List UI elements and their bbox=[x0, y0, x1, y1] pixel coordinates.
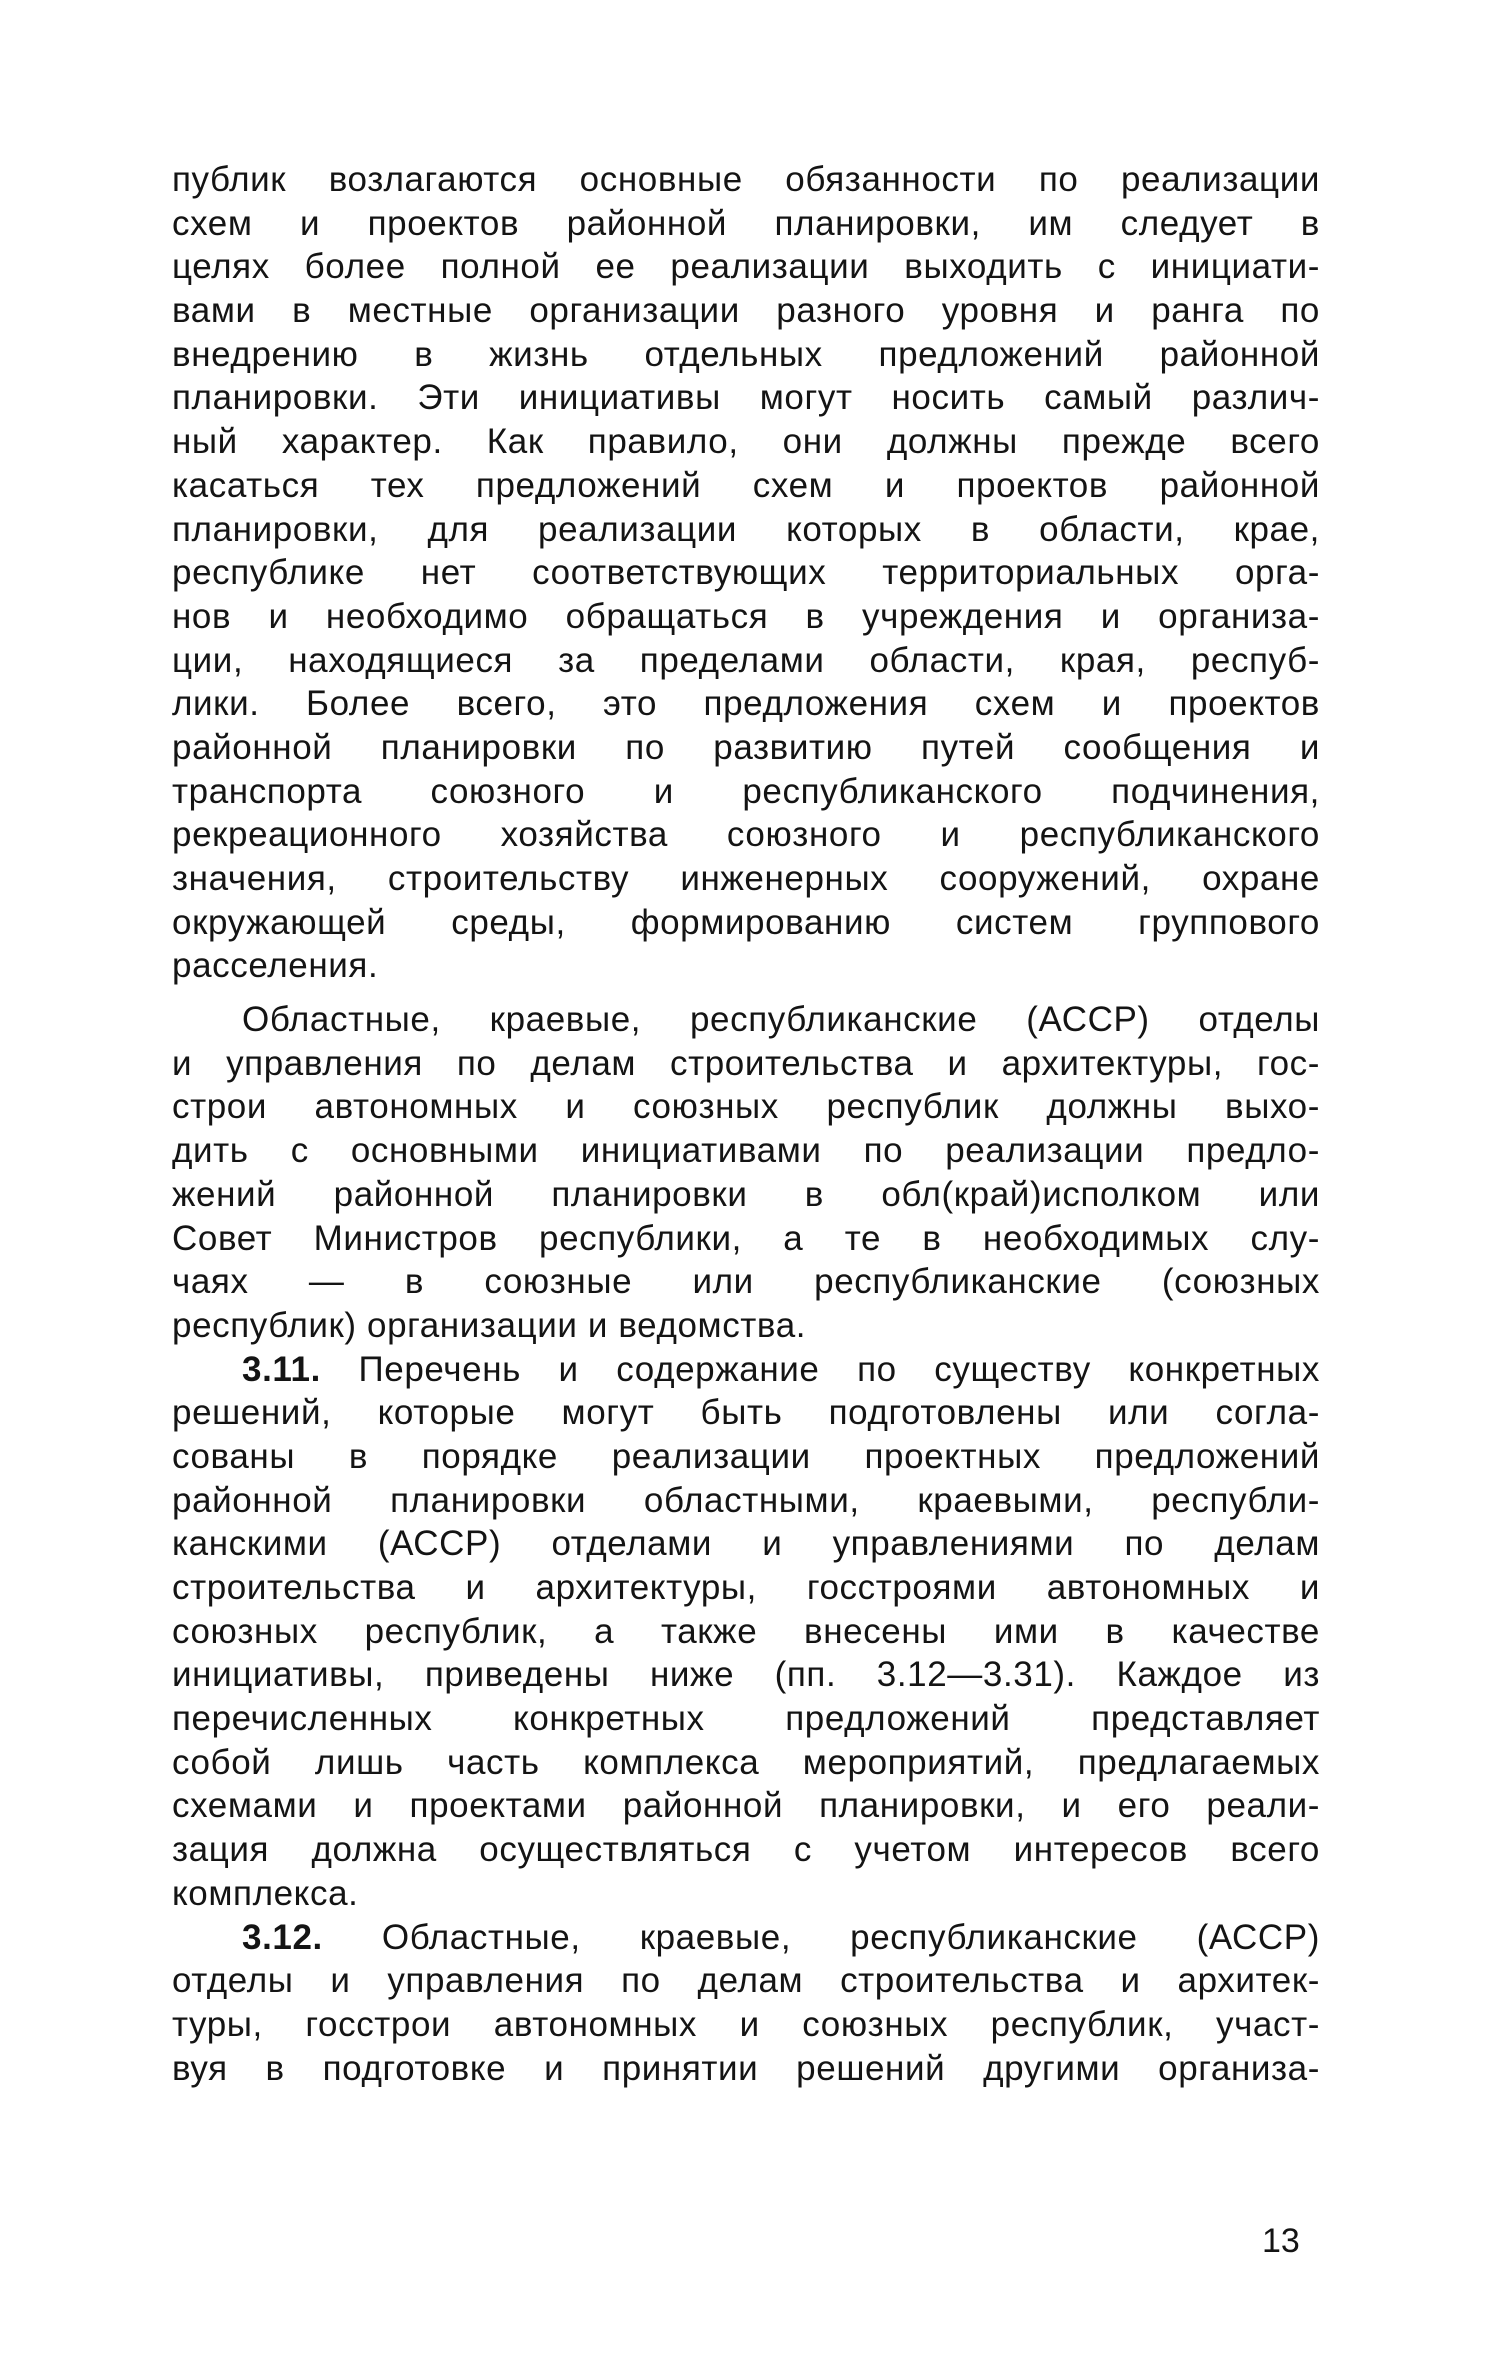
text-line: зация должна осуществляться с учетом интересов всего bbox=[172, 1830, 1320, 1870]
section-number: 3.11. bbox=[242, 1349, 321, 1389]
text-line: касаться тех предложений схем и проектов районной bbox=[172, 465, 1320, 505]
text-line: строительства и архитектуры, госстроями автономных и bbox=[172, 1568, 1320, 1607]
text-line: союзных республик, а также внесены ими в качестве bbox=[172, 1611, 1320, 1651]
paragraph-continuation bbox=[172, 158, 1320, 988]
text-line: перечисленных конкретных предложений представляет bbox=[172, 1699, 1320, 1739]
text-line: районной планировки областными, краевыми, республи- bbox=[172, 1480, 1320, 1520]
text-line: целях более полной ее реализации выходить с инициати- bbox=[172, 247, 1320, 287]
text-line: чаях — в союзные или республиканские (союзных bbox=[172, 1262, 1320, 1302]
text-line: планировки, для реализации которых в области, крае, bbox=[172, 509, 1320, 549]
text-line: внедрению в жизнь отдельных предложений районной bbox=[172, 334, 1320, 374]
text-line: канскими (АССР) отделами и управлениями по делам bbox=[172, 1524, 1320, 1564]
text-line: вуя в подготовке и принятии решений другими организа- bbox=[172, 2048, 1320, 2088]
text-line bbox=[172, 1348, 1320, 1392]
text-line: Совет Министров республики, а те в необходимых слу- bbox=[172, 1218, 1320, 1258]
paragraph-section-3-12 bbox=[172, 1916, 1320, 2091]
text-line: вами в местные организации разного уровня и ранга по bbox=[172, 291, 1320, 331]
text-line: решений, которые могут быть подготовлены или согла- bbox=[172, 1393, 1320, 1433]
text-line: рекреационного хозяйства союзного и республиканского bbox=[172, 815, 1320, 855]
text-line: ции, находящиеся за пределами области, края, респуб- bbox=[172, 640, 1320, 680]
text-line bbox=[172, 1916, 1320, 1960]
text-line: и управления по делам строительства и архитектуры, гос- bbox=[172, 1043, 1320, 1083]
text-line: комплекса. bbox=[172, 1873, 359, 1913]
text-line: туры, госстрои автономных и союзных республик, участ- bbox=[172, 2004, 1320, 2044]
document-page bbox=[172, 158, 1320, 2090]
text-line: ный характер. Как правило, они должны прежде всего bbox=[172, 422, 1320, 462]
text-line: лики. Более всего, это предложения схем и проектов bbox=[172, 684, 1320, 724]
text-line: жений районной планировки в обл(край)исполком или bbox=[172, 1174, 1320, 1214]
text-line: собой лишь часть комплекса мероприятий, предлагаемых bbox=[172, 1742, 1320, 1782]
text-line: транспорта союзного и республиканского подчинения, bbox=[172, 771, 1320, 811]
section-number: 3.12. bbox=[242, 1917, 323, 1957]
text-line: публик возлагаются основные обязанности по реализации bbox=[172, 160, 1320, 199]
text-line: республик) организации и ведомства. bbox=[172, 1305, 807, 1345]
page-number: 13 bbox=[1262, 2222, 1300, 2260]
text-line: планировки. Эти инициативы могут носить самый различ- bbox=[172, 378, 1320, 418]
section-first-line: Перечень и содержание по существу конкретных bbox=[358, 1349, 1320, 1389]
paragraph-regional-departments bbox=[172, 998, 1320, 1348]
text-line: расселения. bbox=[172, 946, 379, 986]
text-line: строи автономных и союзных республик должны выхо- bbox=[172, 1087, 1320, 1127]
section-first-line: Областные, краевые, республиканские (АССР) bbox=[381, 1917, 1320, 1957]
text-line: нов и необходимо обращаться в учреждения и организа- bbox=[172, 596, 1320, 636]
text-line: окружающей среды, формированию систем группового bbox=[172, 902, 1320, 942]
text-line: значения, строительству инженерных сооружений, охране bbox=[172, 859, 1320, 898]
text-line: инициативы, приведены ниже (пп. 3.12—3.31). Каждое из bbox=[172, 1655, 1320, 1695]
text-line: республике нет соответствующих территориальных орга- bbox=[172, 553, 1320, 593]
paragraph-section-3-11 bbox=[172, 1348, 1320, 1916]
text-line: дить с основными инициативами по реализации предло- bbox=[172, 1131, 1320, 1171]
text-line: районной планировки по развитию путей сообщения и bbox=[172, 727, 1320, 767]
text-line: схем и проектов районной планировки, им следует в bbox=[172, 203, 1320, 243]
text-line: Областные, краевые, республиканские (АССР) отделы bbox=[242, 1000, 1320, 1040]
text-line: отделы и управления по делам строительства и архитек- bbox=[172, 1961, 1320, 2001]
text-line: схемами и проектами районной планировки, и его реали- bbox=[172, 1786, 1320, 1826]
text-line: сованы в порядке реализации проектных предложений bbox=[172, 1436, 1320, 1476]
